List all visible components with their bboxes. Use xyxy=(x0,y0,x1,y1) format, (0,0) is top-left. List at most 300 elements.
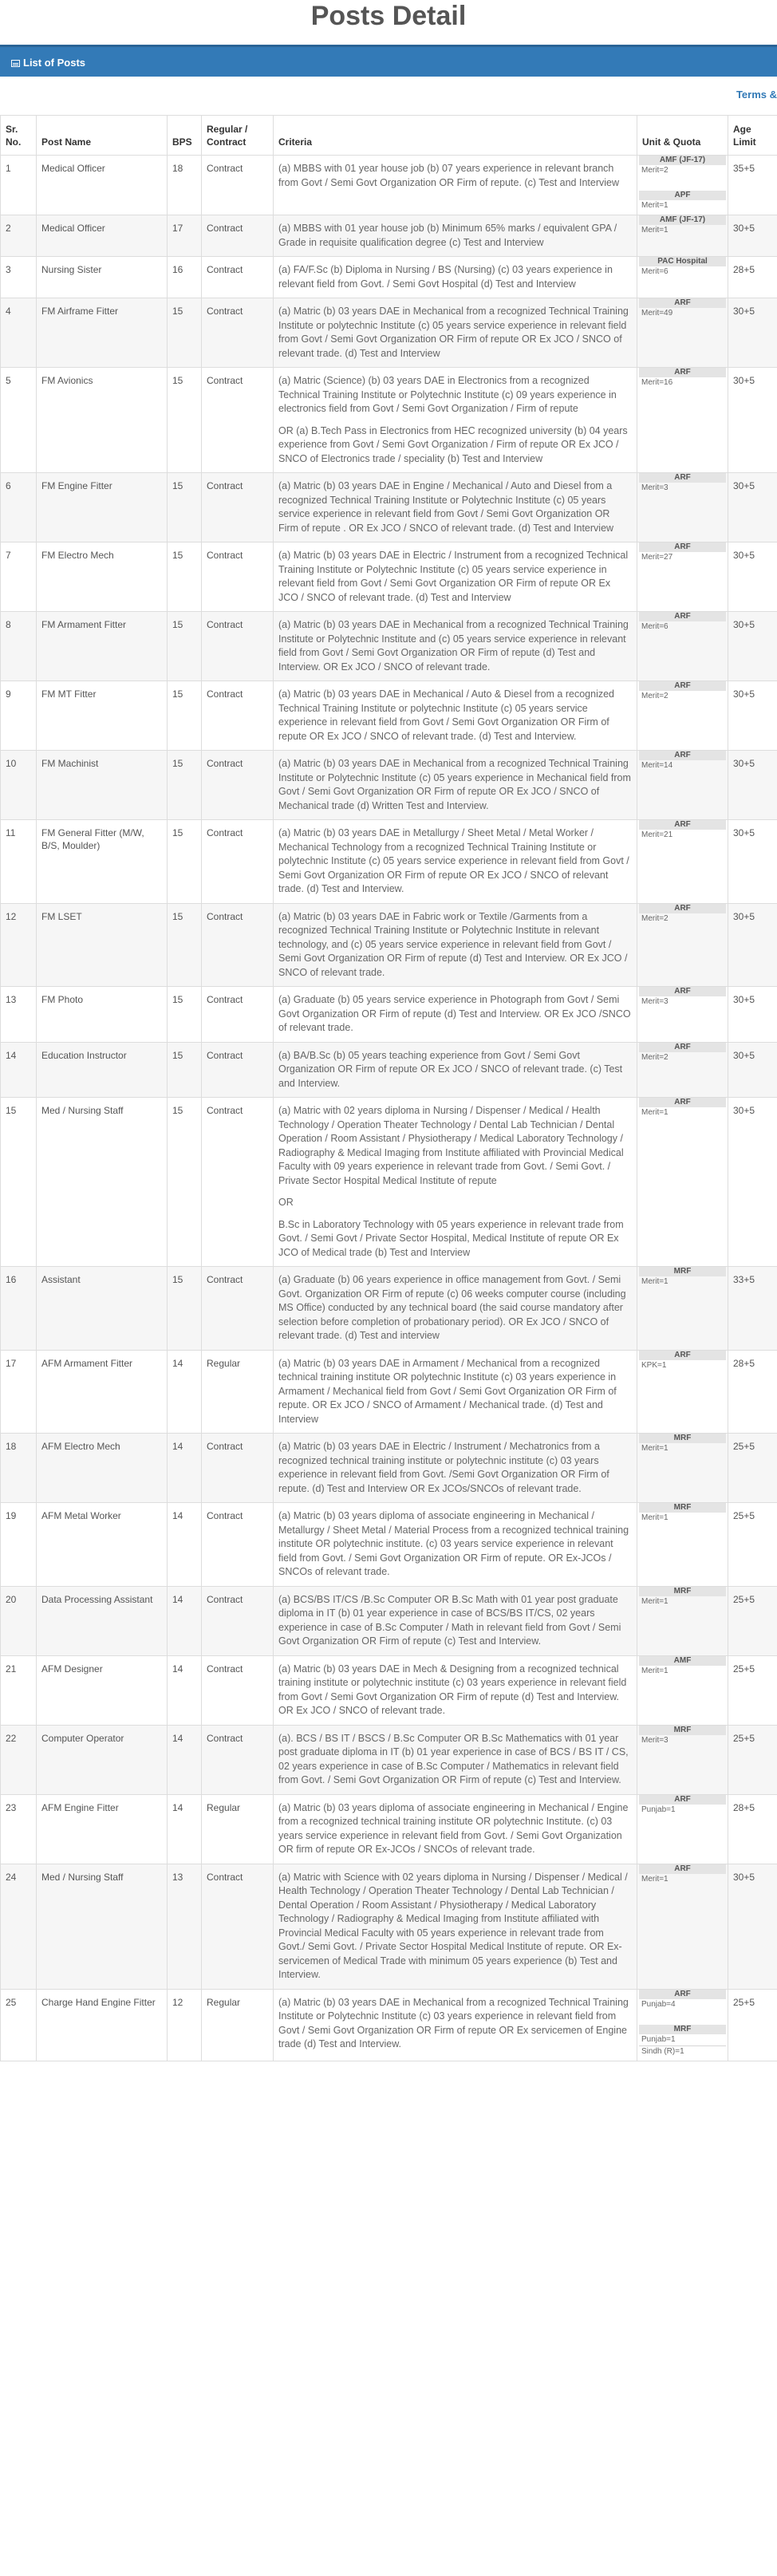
cell-post-name: Med / Nursing Staff xyxy=(37,1098,168,1267)
quota-merit: Merit=2 xyxy=(641,913,669,923)
cell-bps: 13 xyxy=(168,1864,202,1989)
cell-criteria xyxy=(274,215,637,257)
cell-age-limit: 25+5 xyxy=(728,1725,777,1794)
criteria-paragraph: (a) Matric (b) 03 years diploma of associate engineering in Mechanical / Metallurgy / Sheet Metal / Material Process from a recognized technical training institute OR polytechnic institute. (c) 03 years service experience in relevant field from Govt. / Semi Govt Organization OR Firm of repute. OR Ex-JCOs / SNCOs of relevant trade. xyxy=(278,1510,629,1577)
cell-regular-contract: Contract xyxy=(202,1864,274,1989)
quota-merit: Merit=1 xyxy=(641,226,669,235)
quota-group xyxy=(639,542,726,563)
quota-group xyxy=(639,215,726,236)
cell-post-name: Education Instructor xyxy=(37,1042,168,1098)
quota-unit: ARF xyxy=(639,987,726,996)
cell-unit-quota xyxy=(637,1989,728,2061)
col-criteria: Criteria xyxy=(274,116,637,156)
cell-post-name: Med / Nursing Staff xyxy=(37,1864,168,1989)
table-row xyxy=(1,1794,777,1864)
cell-age-limit: 28+5 xyxy=(728,257,777,298)
cell-unit-quota xyxy=(637,1864,728,1989)
quota-unit: ARF xyxy=(639,681,726,691)
cell-age-limit: 25+5 xyxy=(728,1989,777,2061)
cell-unit-quota xyxy=(637,1503,728,1587)
table-row xyxy=(1,257,777,298)
quota-merit: Merit=2 xyxy=(641,166,669,175)
cell-bps: 15 xyxy=(168,1042,202,1098)
cell-bps: 15 xyxy=(168,903,202,987)
quota-group xyxy=(639,1351,726,1371)
cell-unit-quota xyxy=(637,751,728,820)
cell-bps: 15 xyxy=(168,473,202,542)
cell-sr-no: 1 xyxy=(1,156,37,215)
cell-post-name: Assistant xyxy=(37,1267,168,1351)
cell-regular-contract: Contract xyxy=(202,473,274,542)
quota-unit: ARF xyxy=(639,1990,726,1999)
cell-regular-contract: Contract xyxy=(202,1042,274,1098)
cell-unit-quota xyxy=(637,215,728,257)
criteria-paragraph: (a) MBBS with 01 year house job (b) Minimum 65% marks / equivalent GPA / Grade in requisite qualification degree (c) Test and Interview xyxy=(278,223,617,248)
cell-post-name: Medical Officer xyxy=(37,215,168,257)
cell-regular-contract: Contract xyxy=(202,1655,274,1725)
cell-sr-no: 16 xyxy=(1,1267,37,1351)
cell-criteria xyxy=(274,987,637,1043)
cell-unit-quota xyxy=(637,298,728,368)
cell-bps: 18 xyxy=(168,156,202,215)
quota-merit: Merit=3 xyxy=(641,483,669,492)
cell-bps: 15 xyxy=(168,681,202,751)
quota-unit: ARF xyxy=(639,820,726,830)
cell-regular-contract: Regular xyxy=(202,1350,274,1434)
cell-age-limit: 30+5 xyxy=(728,473,777,542)
quota-group xyxy=(639,681,726,702)
cell-age-limit: 25+5 xyxy=(728,1655,777,1725)
cell-unit-quota xyxy=(637,1434,728,1503)
criteria-paragraph: OR xyxy=(278,1197,294,1208)
terms-bar xyxy=(0,77,777,115)
quota-unit: ARF xyxy=(639,1795,726,1805)
cell-regular-contract: Contract xyxy=(202,1098,274,1267)
cell-regular-contract: Contract xyxy=(202,542,274,612)
cell-criteria xyxy=(274,473,637,542)
criteria-paragraph: OR (a) B.Tech Pass in Electronics from HEC recognized university (b) 04 years experience from Govt / Semi Govt Organization / Firm of repute OR Ex JCO / SNCO of Electronics trade / speciality (b) Test and Interview xyxy=(278,424,628,464)
quota-merit: Merit=6 xyxy=(641,622,669,631)
cell-sr-no: 24 xyxy=(1,1864,37,1989)
quota-group xyxy=(639,987,726,1008)
cell-age-limit: 30+5 xyxy=(728,298,777,368)
quota-unit: ARF xyxy=(639,298,726,308)
quota-unit: PAC Hospital xyxy=(639,257,726,266)
criteria-paragraph: (a) Matric (b) 03 years DAE in Engine / Mechanical / Auto and Diesel from a recognized Technical Training Institute or Polytechnic Institute (c) 05 years service experience in relevant field from Govt / Semi Govt Organization OR Firm of repute . OR Ex JCO / SNCO of relevant trade. (d) Test and Interview xyxy=(278,480,614,534)
cell-post-name: Medical Officer xyxy=(37,156,168,215)
cell-unit-quota xyxy=(637,903,728,987)
quota-group xyxy=(639,1043,726,1063)
cell-age-limit: 30+5 xyxy=(728,751,777,820)
cell-unit-quota xyxy=(637,368,728,473)
quota-merit: Merit=1 xyxy=(641,1874,669,1884)
posts-table xyxy=(0,115,777,2061)
table-row xyxy=(1,1042,777,1098)
table-row xyxy=(1,1989,777,2061)
cell-regular-contract: Contract xyxy=(202,903,274,987)
cell-criteria xyxy=(274,1267,637,1351)
quota-merit: Merit=1 xyxy=(641,1108,669,1117)
cell-sr-no: 15 xyxy=(1,1098,37,1267)
table-row xyxy=(1,1655,777,1725)
cell-regular-contract: Contract xyxy=(202,1503,274,1587)
table-row xyxy=(1,987,777,1043)
cell-regular-contract: Contract xyxy=(202,156,274,215)
quota-unit: AMF xyxy=(639,1656,726,1666)
cell-criteria xyxy=(274,681,637,751)
page-title: Posts Detail xyxy=(310,1,467,31)
table-row xyxy=(1,215,777,257)
quota-group xyxy=(639,612,726,633)
cell-unit-quota xyxy=(637,1350,728,1434)
criteria-paragraph: (a) Matric (b) 03 years diploma of associate engineering in Mechanical / Engine from a recognized technical training institute OR polytechnic Institute. (c) 03 years service experience in relevant field from Govt. / Semi Govt Organization OR firm of repute OR Ex-JCOs / SNCOs of relevant trade. xyxy=(278,1801,629,1855)
table-row xyxy=(1,751,777,820)
criteria-paragraph: (a) Graduate (b) 06 years experience in office management from Govt. / Semi Govt. Organization OR Firm of repute (c) 06 weeks computer course (including MS Office) conducted by any technical board (the said course mandatory after selection before completion of probationary period). OR Ex JCO / SNCO of relevant trade. (d) Test and interview xyxy=(278,1274,626,1341)
table-row xyxy=(1,156,777,215)
cell-regular-contract: Contract xyxy=(202,1267,274,1351)
cell-criteria xyxy=(274,1350,637,1434)
quota-group xyxy=(639,751,726,771)
quota-merit: Merit=1 xyxy=(641,1444,669,1453)
cell-bps: 16 xyxy=(168,257,202,298)
quota-group xyxy=(639,1795,726,1816)
quota-merit: Merit=1 xyxy=(641,1513,669,1522)
cell-bps: 15 xyxy=(168,612,202,681)
cell-sr-no: 9 xyxy=(1,681,37,751)
criteria-paragraph: (a) Matric (b) 03 years DAE in Mech & Designing from a recognized technical training institute or polytechnic institute (c) 03 years experience in relevant field from Govt / Semi Govt Organization OR Firm of repute (d) Test and Interview. OR Ex JCO / SNCO of relevant trade. xyxy=(278,1663,627,1716)
quota-merit: Merit=49 xyxy=(641,309,673,318)
quota-merit: Merit=2 xyxy=(641,692,669,700)
cell-sr-no: 10 xyxy=(1,751,37,820)
cell-unit-quota xyxy=(637,820,728,904)
criteria-paragraph: (a) Matric (b) 03 years DAE in Mechanical from a recognized Technical Training Institute or Polytechnic Institute and (c) 05 years service experience in relevant field from Govt / Semi Govt Organization OR Firm of repute (d) Test and Interview. OR Ex JCO / SNCO of relevant trade. xyxy=(278,619,629,673)
quota-merit: Merit=1 xyxy=(641,201,669,210)
criteria-paragraph: (a) Matric with Science with 02 years diploma in Nursing / Dispenser / Medical / Health Technology / Operation Theater Technology / Dental Lab Technician / Dental Operation / Room Assistant / Physiotherapy / Medical Laboratory Technology / Radiography & Medical Imaging from Institute affiliated with Provincial Medical Faculty with 05 years experience in relevant trade from Govt./ Semi Govt. / Private Sector Hospital Medical Institute of repute. OR Ex-servicemen of Medical Trade with minimum 05 years experience (b) Test and Interview. xyxy=(278,1871,628,1980)
table-row xyxy=(1,473,777,542)
cell-age-limit: 30+5 xyxy=(728,612,777,681)
quota-unit: ARF xyxy=(639,904,726,913)
cell-age-limit: 30+5 xyxy=(728,1864,777,1989)
quota-unit: MRF xyxy=(639,1587,726,1596)
table-row xyxy=(1,542,777,612)
cell-criteria xyxy=(274,1042,637,1098)
quota-group xyxy=(639,1656,726,1677)
cell-regular-contract: Contract xyxy=(202,681,274,751)
cell-regular-contract: Contract xyxy=(202,751,274,820)
quota-unit: ARF xyxy=(639,1351,726,1360)
col-age-limit: Age Limit xyxy=(728,116,777,156)
cell-criteria xyxy=(274,1434,637,1503)
table-row xyxy=(1,1586,777,1655)
quota-group xyxy=(639,904,726,925)
quota-group xyxy=(639,257,726,278)
cell-criteria xyxy=(274,368,637,473)
quota-merit: Punjab=1 xyxy=(641,1805,676,1814)
cell-bps: 15 xyxy=(168,298,202,368)
cell-regular-contract: Regular xyxy=(202,1794,274,1864)
cell-sr-no: 7 xyxy=(1,542,37,612)
cell-age-limit: 28+5 xyxy=(728,1794,777,1864)
cell-criteria xyxy=(274,751,637,820)
criteria-paragraph: (a) Matric (b) 03 years DAE in Mechanical from a recognized Technical Training Institute or Polytechnic Institute (c) 05 years experience in Mechanical field from Govt / Semi Govt Organization OR Firm of repute OR Ex JCO / SNCO of Mechanical trade (d) Written Test and Interview. xyxy=(278,758,631,811)
quota-group xyxy=(639,298,726,319)
cell-post-name: Data Processing Assistant xyxy=(37,1586,168,1655)
cell-sr-no: 11 xyxy=(1,820,37,904)
criteria-paragraph: (a) Matric (b) 03 years DAE in Metallurgy / Sheet Metal / Metal Worker / Mechanical Technology from a recognized Technical Training Institute or polytechnic Institute (c) 05 years service experience in relevant field from Govt / Semi Govt Organization OR Firm of repute OR Ex JCO / SNCO of relevant trade. (d) Test and Interview. xyxy=(278,827,629,894)
criteria-paragraph: B.Sc in Laboratory Technology with 05 years experience in relevant trade from Govt. / Semi Govt / Private Sector Hospital, Medical Institute of repute OR Ex JCO of Medical trade (b) Test and Interview xyxy=(278,1218,624,1258)
cell-criteria xyxy=(274,903,637,987)
cell-regular-contract: Contract xyxy=(202,257,274,298)
cell-bps: 14 xyxy=(168,1586,202,1655)
cell-criteria xyxy=(274,1989,637,2061)
table-row xyxy=(1,612,777,681)
cell-unit-quota xyxy=(637,473,728,542)
cell-bps: 14 xyxy=(168,1794,202,1864)
table-row xyxy=(1,368,777,473)
cell-bps: 15 xyxy=(168,368,202,473)
table-row xyxy=(1,1098,777,1267)
table-row xyxy=(1,1267,777,1351)
cell-criteria xyxy=(274,298,637,368)
quota-group xyxy=(639,820,726,841)
quota-unit: ARF xyxy=(639,542,726,552)
cell-age-limit: 30+5 xyxy=(728,1042,777,1098)
cell-bps: 15 xyxy=(168,987,202,1043)
cell-criteria xyxy=(274,612,637,681)
criteria-paragraph: (a) MBBS with 01 year house job (b) 07 years experience in relevant branch from Govt / Semi Govt Organization OR Firm of repute. (c) Test and Interview xyxy=(278,163,619,188)
table-row xyxy=(1,1864,777,1989)
cell-sr-no: 2 xyxy=(1,215,37,257)
cell-age-limit: 25+5 xyxy=(728,1586,777,1655)
table-row xyxy=(1,1725,777,1794)
quota-group xyxy=(639,473,726,494)
cell-post-name: FM Machinist xyxy=(37,751,168,820)
quota-group xyxy=(639,1726,726,1746)
cell-age-limit: 35+5 xyxy=(728,156,777,215)
quota-unit: MRF xyxy=(639,1267,726,1276)
cell-bps: 14 xyxy=(168,1350,202,1434)
criteria-paragraph: (a) Matric with 02 years diploma in Nursing / Dispenser / Medical / Health Technology / Operation Theater Technology / Dental Lab Technician / Dental Operation / Room Assistant / Physiotherapy / Medical Laboratory Technology / Radiography & Medical Imaging from Institute affiliated with Provincial Medical Faculty with 09 years experience in relevant trade from Govt. / Semi Govt. / Private Sector Hospital Medical Institute of repute xyxy=(278,1105,624,1186)
col-post-name: Post Name xyxy=(37,116,168,156)
criteria-paragraph: (a) Matric (b) 03 years DAE in Electric / Instrument from a recognized Technical Training Institute or Polytechnic Institute (c) 05 years service experience in relevant field from Govt / Semi Govt Organization OR Firm of repute OR Ex JCO / SNCO of relevant trade. (d) Test and Interview xyxy=(278,550,629,603)
criteria-paragraph: (a) Matric (b) 03 years DAE in Mechanical / Auto & Diesel from a recognized Technical Training Institute or polytechnic Institute (c) 05 years service experience in relevant field from Govt / Semi Govt Organization OR Firm of repute OR Ex JCO / SNCO of relevant trade. (d) Test and Interview. xyxy=(278,688,615,742)
quota-unit: ARF xyxy=(639,612,726,621)
cell-post-name: FM Electro Mech xyxy=(37,542,168,612)
cell-bps: 14 xyxy=(168,1655,202,1725)
cell-post-name: Nursing Sister xyxy=(37,257,168,298)
cell-post-name: AFM Metal Worker xyxy=(37,1503,168,1587)
col-regular-contract: Regular / Contract xyxy=(202,116,274,156)
cell-criteria xyxy=(274,1098,637,1267)
table-row xyxy=(1,1350,777,1434)
quota-merit: Merit=14 xyxy=(641,761,673,770)
cell-sr-no: 4 xyxy=(1,298,37,368)
quota-group xyxy=(639,1864,726,1885)
quota-unit: ARF xyxy=(639,368,726,377)
quota-unit: ARF xyxy=(639,1043,726,1052)
cell-sr-no: 8 xyxy=(1,612,37,681)
cell-unit-quota xyxy=(637,257,728,298)
cell-post-name: Charge Hand Engine Fitter xyxy=(37,1989,168,2061)
quota-group xyxy=(639,156,726,176)
quota-group xyxy=(639,2025,726,2057)
cell-criteria xyxy=(274,1725,637,1794)
cell-age-limit: 30+5 xyxy=(728,820,777,904)
cell-sr-no: 22 xyxy=(1,1725,37,1794)
cell-bps: 15 xyxy=(168,1267,202,1351)
cell-age-limit: 30+5 xyxy=(728,1098,777,1267)
criteria-paragraph: (a) BCS/BS IT/CS /B.Sc Computer OR B.Sc Math with 01 year post graduate diploma in IT (b) 01 year experience in case of BCS/BS IT/CS, 02 years experience in case of B.Sc Computer / Math in relevant field from Govt / Semi Govt Organization OR Firm of repute (c) Test and Interview. xyxy=(278,1593,621,1647)
cell-regular-contract: Contract xyxy=(202,987,274,1043)
cell-bps: 14 xyxy=(168,1725,202,1794)
criteria-paragraph: (a) BA/B.Sc (b) 05 years teaching experience from Govt / Semi Govt Organization OR Firm of repute OR Ex JCO / SNCO of relevant trade. (c) Test and Interview. xyxy=(278,1049,623,1089)
cell-regular-contract: Contract xyxy=(202,1725,274,1794)
cell-post-name: AFM Electro Mech xyxy=(37,1434,168,1503)
cell-unit-quota xyxy=(637,156,728,215)
cell-regular-contract: Contract xyxy=(202,215,274,257)
cell-sr-no: 18 xyxy=(1,1434,37,1503)
cell-regular-contract: Contract xyxy=(202,820,274,904)
cell-post-name: AFM Engine Fitter xyxy=(37,1794,168,1864)
table-header-row xyxy=(1,116,777,156)
cell-sr-no: 5 xyxy=(1,368,37,473)
quota-merit: Punjab=4 xyxy=(641,1999,676,2009)
table-row xyxy=(1,298,777,368)
cell-sr-no: 17 xyxy=(1,1350,37,1434)
col-sr-no: Sr. No. xyxy=(1,116,37,156)
quota-unit: MRF xyxy=(639,2025,726,2034)
cell-unit-quota xyxy=(637,612,728,681)
quota-group xyxy=(639,1098,726,1118)
cell-criteria xyxy=(274,1864,637,1989)
cell-age-limit: 30+5 xyxy=(728,215,777,257)
cell-bps: 15 xyxy=(168,1098,202,1267)
table-row xyxy=(1,1434,777,1503)
cell-unit-quota xyxy=(637,1042,728,1098)
cell-sr-no: 19 xyxy=(1,1503,37,1587)
criteria-paragraph: (a) Matric (b) 03 years DAE in Electric / Instrument / Mechatronics from a recognized technical training institute or polytechnic institute (c) 03 years experience in relevant field from Govt. /Semi Govt Organization OR Firm of repute. (d) Test and Interview OR Ex JCOs/SNCOs of relevant trade. xyxy=(278,1441,609,1494)
cell-criteria xyxy=(274,1794,637,1864)
quota-group xyxy=(639,1434,726,1454)
quota-group xyxy=(639,1587,726,1608)
cell-criteria xyxy=(274,542,637,612)
quota-unit: ARF xyxy=(639,751,726,760)
cell-unit-quota xyxy=(637,1794,728,1864)
cell-bps: 15 xyxy=(168,820,202,904)
cell-bps: 17 xyxy=(168,215,202,257)
cell-age-limit: 30+5 xyxy=(728,987,777,1043)
cell-age-limit: 30+5 xyxy=(728,368,777,473)
cell-post-name: FM Photo xyxy=(37,987,168,1043)
quota-unit: AMF (JF-17) xyxy=(639,156,726,165)
quota-group xyxy=(639,368,726,389)
quota-merit: Merit=1 xyxy=(641,1666,669,1675)
criteria-paragraph: (a) FA/F.Sc (b) Diploma in Nursing / BS (Nursing) (c) 03 years experience in relevant field from Govt. / Semi Govt Hospital (d) Test and Interview xyxy=(278,264,613,290)
criteria-paragraph: (a) Matric (Science) (b) 03 years DAE in Electronics from a recognized Technical Training Institute or Polytechnic Institute (c) 09 years experience in electronics field from Govt / Semi Govt Organization / Firm of repute xyxy=(278,375,617,414)
quota-unit: MRF xyxy=(639,1503,726,1513)
cell-age-limit: 30+5 xyxy=(728,903,777,987)
cell-bps: 15 xyxy=(168,751,202,820)
cell-age-limit: 30+5 xyxy=(728,681,777,751)
cell-age-limit: 28+5 xyxy=(728,1350,777,1434)
table-row xyxy=(1,903,777,987)
cell-criteria xyxy=(274,1655,637,1725)
cell-post-name: FM MT Fitter xyxy=(37,681,168,751)
quota-merit: Sindh (R)=1 xyxy=(641,2046,684,2056)
cell-post-name: FM Avionics xyxy=(37,368,168,473)
quota-merit: Punjab=1 xyxy=(639,2034,726,2046)
criteria-paragraph: (a) Graduate (b) 05 years service experience in Photograph from Govt / Semi Govt Organization OR Firm of repute (d) Test and Interview. OR Ex JCO /SNCO of relevant trade. xyxy=(278,994,631,1033)
quota-unit: ARF xyxy=(639,473,726,483)
cell-sr-no: 13 xyxy=(1,987,37,1043)
cell-post-name: Computer Operator xyxy=(37,1725,168,1794)
table-row xyxy=(1,681,777,751)
cell-sr-no: 23 xyxy=(1,1794,37,1864)
cell-age-limit: 30+5 xyxy=(728,542,777,612)
terms-link[interactable]: Terms & xyxy=(736,89,777,101)
cell-regular-contract: Regular xyxy=(202,1989,274,2061)
criteria-paragraph: (a) Matric (b) 03 years DAE in Mechanical from a recognized Technical Training Institute or Polytechnic Institute (c) 03 years experience in relevant field from Govt / Semi Govt Organization OR Firm of repute OR Ex servicemen of Engine trade (d) Test and Interview. xyxy=(278,1996,629,2049)
cell-unit-quota xyxy=(637,1267,728,1351)
quota-group xyxy=(639,191,726,211)
quota-unit: ARF xyxy=(639,1864,726,1874)
cell-regular-contract: Contract xyxy=(202,612,274,681)
cell-post-name: FM General Fitter (M/W, B/S, Moulder) xyxy=(37,820,168,904)
quota-merit: Merit=1 xyxy=(641,1596,669,1606)
cell-unit-quota xyxy=(637,681,728,751)
quota-unit: AMF (JF-17) xyxy=(639,215,726,225)
quota-merit: Merit=6 xyxy=(641,267,669,276)
cell-unit-quota xyxy=(637,987,728,1043)
table-row xyxy=(1,1503,777,1587)
quota-merit: Merit=3 xyxy=(641,1735,669,1745)
cell-criteria xyxy=(274,156,637,215)
cell-unit-quota xyxy=(637,1655,728,1725)
quota-merit: Merit=21 xyxy=(641,830,673,839)
cell-sr-no: 25 xyxy=(1,1989,37,2061)
cell-bps: 15 xyxy=(168,542,202,612)
panel-header xyxy=(0,45,777,77)
cell-regular-contract: Contract xyxy=(202,1434,274,1503)
cell-bps: 14 xyxy=(168,1503,202,1587)
cell-age-limit: 25+5 xyxy=(728,1434,777,1503)
criteria-paragraph: (a) Matric (b) 03 years DAE in Mechanical from a recognized Technical Training Institute or polytechnic Institute (c) 05 years service experience in relevant field from Govt / Semi Govt Organization OR Firm of repute OR Ex JCO / SNCO of relevant trade. (d) Test and Interview xyxy=(278,306,629,359)
quota-unit: MRF xyxy=(639,1434,726,1443)
quota-merit: KPK=1 xyxy=(641,1360,667,1370)
cell-post-name: AFM Armament Fitter xyxy=(37,1350,168,1434)
cell-criteria xyxy=(274,1586,637,1655)
quota-group xyxy=(639,1990,726,2010)
table-row xyxy=(1,820,777,904)
cell-unit-quota xyxy=(637,1586,728,1655)
list-icon xyxy=(11,60,20,67)
cell-criteria xyxy=(274,257,637,298)
cell-age-limit: 33+5 xyxy=(728,1267,777,1351)
criteria-paragraph: (a) Matric (b) 03 years DAE in Armament / Mechanical from a recognized technical training institute OR polytechnic Institute (c) 03 years experience in Armament / Mechanical field from Govt / Semi Govt Organization OR Firm of repute. OR Ex JCO / SNCO of Armament / Mechanical trade. (d) Test and Interview xyxy=(278,1357,617,1425)
quota-unit: MRF xyxy=(639,1726,726,1735)
quota-merit: Merit=27 xyxy=(641,553,673,562)
cell-sr-no: 14 xyxy=(1,1042,37,1098)
cell-unit-quota xyxy=(637,542,728,612)
cell-post-name: FM Armament Fitter xyxy=(37,612,168,681)
quota-group xyxy=(639,1267,726,1288)
cell-post-name: FM Airframe Fitter xyxy=(37,298,168,368)
cell-bps: 12 xyxy=(168,1989,202,2061)
cell-age-limit: 25+5 xyxy=(728,1503,777,1587)
cell-regular-contract: Contract xyxy=(202,1586,274,1655)
criteria-paragraph: (a). BCS / BS IT / BSCS / B.Sc Computer OR B.Sc Mathematics with 01 year post graduate diploma in IT (b) 01 year experience in case of BCS / BS IT / CS, 02 years experience in case of B.Sc Computer / Mathematics in relevant field from Govt. / Semi Govt Organization OR Firm of repute (c) Test and Interview. xyxy=(278,1732,629,1785)
cell-unit-quota xyxy=(637,1725,728,1794)
